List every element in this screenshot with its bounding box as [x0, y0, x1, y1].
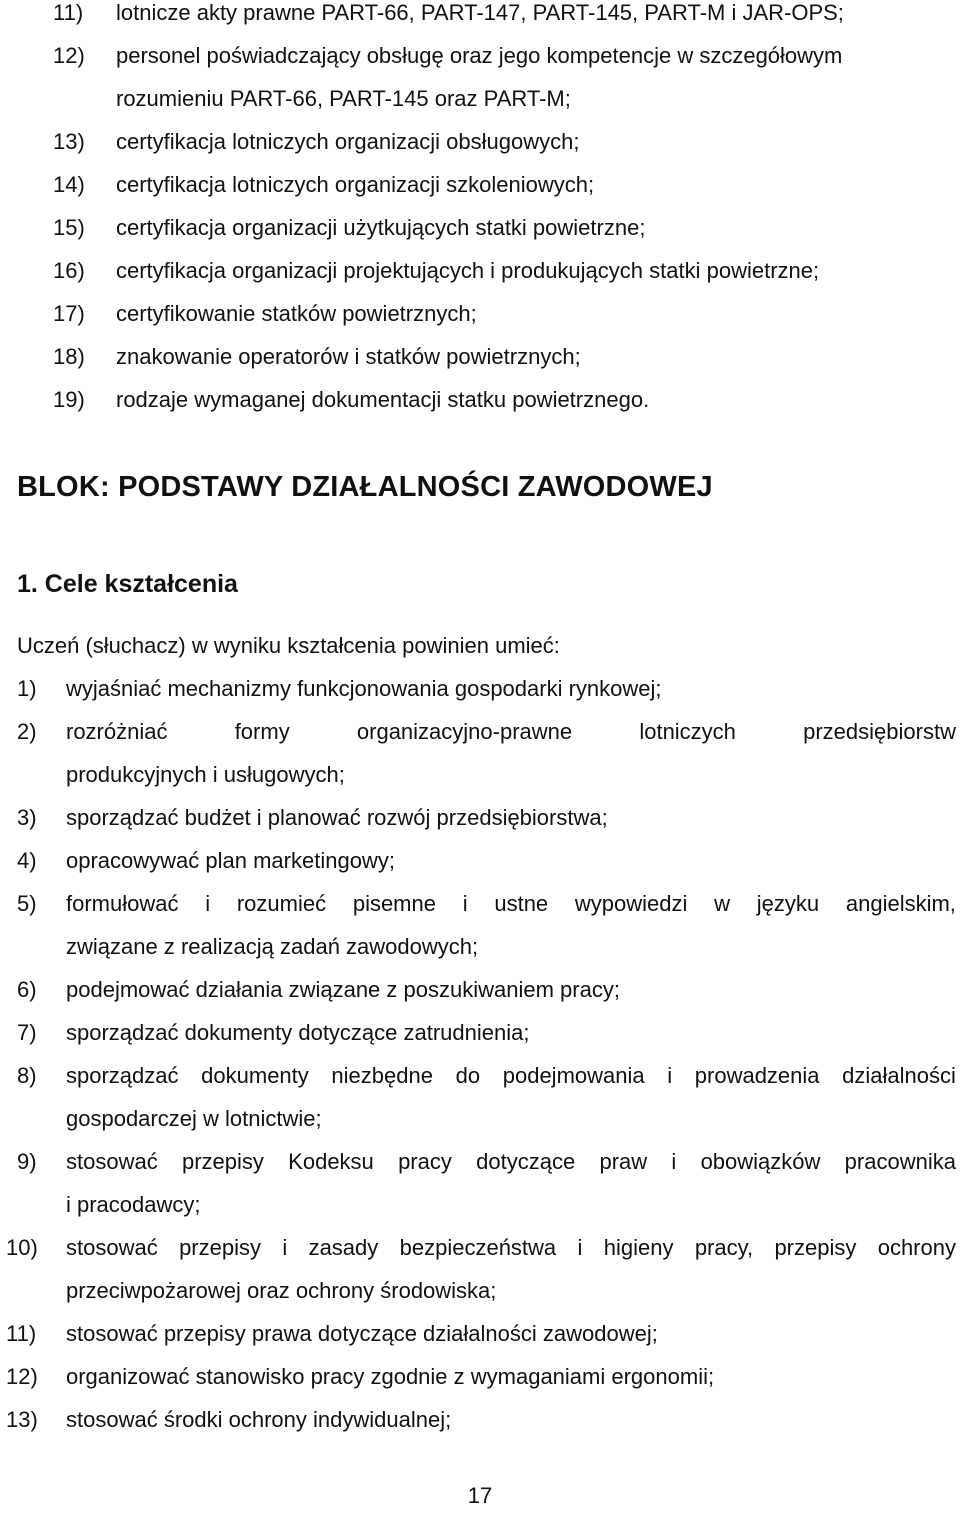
list-item-text: opracowywać plan marketingowy;	[66, 848, 395, 873]
list-item-number: 15)	[53, 215, 85, 240]
list-item-text	[66, 891, 956, 917]
list-item-number: 7)	[17, 1020, 37, 1045]
list-item-text: lotnicze akty prawne PART-66, PART-147, PART-145, PART-M i JAR-OPS;	[116, 0, 844, 25]
list-item-continuation: produkcyjnych i usługowych;	[66, 762, 345, 787]
list-item-number: 12)	[53, 43, 85, 68]
list-item-continuation: i pracodawcy;	[66, 1192, 201, 1217]
word: i	[671, 1149, 677, 1174]
list-item-number: 9)	[17, 1149, 37, 1174]
word: i	[282, 1235, 288, 1260]
word: dokumenty	[201, 1063, 309, 1088]
list-item-number: 3)	[17, 805, 37, 830]
word: niezbędne	[331, 1063, 433, 1088]
list-item-text: stosować środki ochrony indywidualnej;	[66, 1407, 452, 1432]
word: przedsiębiorstw	[803, 719, 956, 744]
list-item-number: 11)	[53, 0, 84, 25]
word: formułować	[66, 891, 179, 916]
word: wypowiedzi	[574, 891, 688, 916]
page-number: 17	[467, 1483, 493, 1508]
list-item-number: 13)	[6, 1407, 38, 1432]
list-item-text	[66, 1235, 956, 1261]
word: praw	[599, 1149, 648, 1174]
word: stosować	[66, 1149, 158, 1174]
list-item-text: organizować stanowisko pracy zgodnie z wymaganiami ergonomii;	[66, 1364, 715, 1389]
list-item-number: 10)	[6, 1235, 38, 1260]
word: języku	[756, 891, 820, 916]
word: ustne	[494, 891, 549, 916]
list-item-number: 1)	[17, 676, 37, 701]
word: formy	[234, 719, 290, 744]
list-item-number: 17)	[53, 301, 85, 326]
word: sporządzać	[66, 1063, 179, 1088]
list-item-number: 5)	[17, 891, 37, 916]
word: i	[205, 891, 211, 916]
word: pracownika	[844, 1149, 956, 1174]
word: pracy,	[694, 1235, 754, 1260]
word: angielskim,	[845, 891, 956, 916]
list-item-number: 4)	[17, 848, 37, 873]
list-item-text: certyfikacja lotniczych organizacji obsługowych;	[116, 129, 580, 154]
word: Kodeksu	[288, 1149, 374, 1174]
list-item-text: znakowanie operatorów i statków powietrznych;	[116, 344, 581, 369]
list-item-text: podejmować działania związane z poszukiwaniem pracy;	[66, 977, 620, 1002]
word: podejmowania	[502, 1063, 645, 1088]
word: w	[714, 891, 731, 916]
list-item-text: certyfikacja organizacji użytkujących statki powietrzne;	[116, 215, 646, 240]
word: do	[455, 1063, 481, 1088]
word: przepisy	[179, 1235, 261, 1260]
word: przepisy	[181, 1149, 264, 1174]
word: organizacyjno-prawne	[356, 719, 573, 744]
list-item-text: certyfikacja lotniczych organizacji szkoleniowych;	[116, 172, 595, 197]
list-item-continuation: gospodarczej w lotnictwie;	[66, 1106, 322, 1131]
list-item-text	[66, 1063, 956, 1089]
word: i	[577, 1235, 583, 1260]
list-item-number: 16)	[53, 258, 85, 283]
list-item-continuation: przeciwpożarowej oraz ochrony środowiska;	[66, 1278, 497, 1303]
word: bezpieczeństwa	[399, 1235, 557, 1260]
list-item-text	[66, 1149, 956, 1175]
list-item-number: 11)	[6, 1321, 37, 1346]
list-item-number: 19)	[53, 387, 85, 412]
word: ochrony	[877, 1235, 956, 1260]
list-item-continuation: rozumieniu PART-66, PART-145 oraz PART-M;	[116, 86, 571, 111]
list-item-number: 12)	[6, 1364, 38, 1389]
list-item-text: stosować przepisy prawa dotyczące działalności zawodowej;	[66, 1321, 658, 1346]
word: prowadzenia	[694, 1063, 820, 1088]
list-item-number: 14)	[53, 172, 85, 197]
list-item-text: sporządzać dokumenty dotyczące zatrudnienia;	[66, 1020, 530, 1045]
word: rozumieć	[236, 891, 327, 916]
list-item-text: sporządzać budżet i planować rozwój przedsiębiorstwa;	[66, 805, 608, 830]
list-item-number: 8)	[17, 1063, 37, 1088]
list-item-text: certyfikowanie statków powietrznych;	[116, 301, 477, 326]
list-item-text: personel poświadczający obsługę oraz jego kompetencje w szczegółowym	[116, 43, 843, 68]
block-heading: BLOK: PODSTAWY DZIAŁALNOŚCI ZAWODOWEJ	[17, 471, 713, 503]
list-item-continuation: związane z realizacją zadań zawodowych;	[66, 934, 479, 959]
word: i	[667, 1063, 673, 1088]
word: lotniczych	[639, 719, 736, 744]
list-item-number: 18)	[53, 344, 85, 369]
list-item-text: wyjaśniać mechanizmy funkcjonowania gospodarki rynkowej;	[66, 676, 662, 701]
word: pisemne	[352, 891, 436, 916]
list-item-text: rodzaje wymaganej dokumentacji statku powietrznego.	[116, 387, 650, 412]
intro-text: Uczeń (słuchacz) w wyniku kształcenia powinien umieć:	[17, 633, 560, 658]
section-heading: 1. Cele kształcenia	[17, 570, 238, 598]
word: rozróżniać	[66, 719, 168, 744]
list-item-text	[66, 719, 956, 745]
word: działalności	[842, 1063, 956, 1088]
word: pracy	[398, 1149, 452, 1174]
word: stosować	[66, 1235, 158, 1260]
list-item-number: 13)	[53, 129, 85, 154]
word: zasady	[308, 1235, 379, 1260]
word: przepisy	[774, 1235, 857, 1260]
word: obowiązków	[700, 1149, 821, 1174]
list-item-text: certyfikacja organizacji projektujących i produkujących statki powietrzne;	[116, 258, 820, 283]
word: higieny	[603, 1235, 674, 1260]
word: i	[462, 891, 468, 916]
list-item-number: 6)	[17, 977, 37, 1002]
word: dotyczące	[476, 1149, 576, 1174]
list-item-number: 2)	[17, 719, 37, 744]
